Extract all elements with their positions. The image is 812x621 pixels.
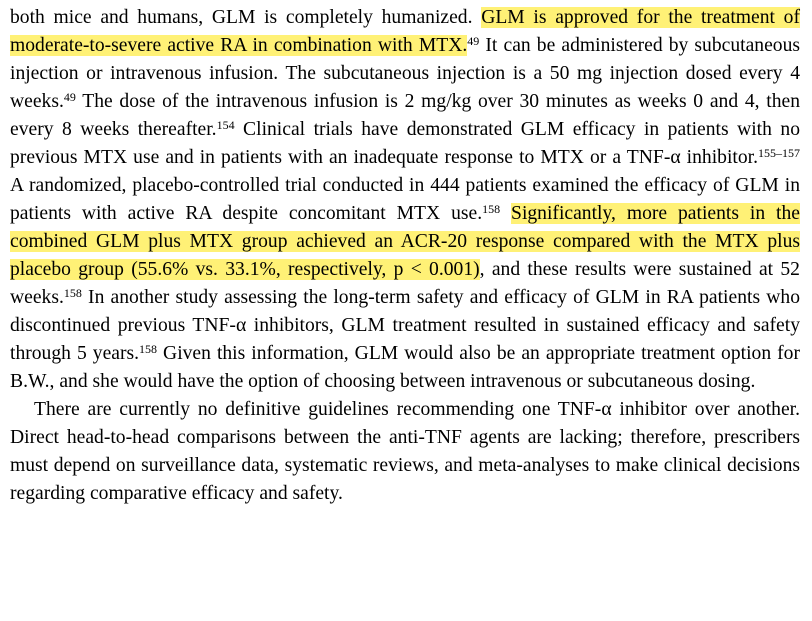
text-span: , and these results were sustained at 52 weeks. <box>10 259 800 308</box>
reference-superscript: 155–157 <box>758 146 800 160</box>
paragraph-guidelines: There are currently no definitive guidelines recommending one TNF-α inhibitor over another. Direct head-to-head comparisons between the anti-TNF agents are lacking; therefore, prescribers must depend on surveillance data, systematic reviews, and meta-analyses to make clinical decisions regarding comparative efficacy and safety. <box>10 399 800 504</box>
text-span: Given this information, GLM would also be an appropriate treatment option for B.W., and she would have the option of choosing between intravenous or subcutaneous dosing. <box>10 343 800 392</box>
text-span <box>500 203 511 224</box>
reference-superscript: 49 <box>467 34 480 48</box>
text-span: A randomized, placebo-controlled trial conducted in 444 patients examined the efficacy of GLM in patients with active RA despite concomitant MTX use. <box>10 175 800 224</box>
highlighted-text-acr20-result: Significantly, more patients in the combined GLM plus MTX group achieved an ACR-20 response compared with the MTX plus placebo group (55.6% vs. 33.1%, respectively, p < 0.001) <box>10 203 800 280</box>
text-span: Clinical trials have demonstrated GLM efficacy in patients with no previous MTX use and in patients with an inadequate response to MTX or a TNF-α inhibitor. <box>10 119 800 168</box>
text-span: It can be administered by subcutaneous injection or intravenous infusion. The subcutaneous injection is a 50 mg injection dosed every 4 weeks. <box>10 35 800 112</box>
reference-superscript: 154 <box>216 118 235 132</box>
paragraph-glm <box>10 4 800 396</box>
text-span: both mice and humans, GLM is completely humanized. <box>10 7 482 28</box>
reference-superscript: 158 <box>139 342 158 356</box>
text-span: The dose of the intravenous infusion is 2 mg/kg over 30 minutes as weeks 0 and 4, then every 8 weeks thereafter. <box>10 91 800 140</box>
reference-superscript: 158 <box>482 202 501 216</box>
reference-superscript: 49 <box>63 90 76 104</box>
highlighted-text-approval: GLM is approved for the treatment of moderate-to-severe active RA in combination with MTX. <box>10 7 800 56</box>
text-span: In another study assessing the long-term safety and efficacy of GLM in RA patients who discontinued previous TNF-α inhibitors, GLM treatment resulted in sustained efficacy and safety through 5 years. <box>10 287 800 364</box>
reference-superscript: 158 <box>63 286 82 300</box>
